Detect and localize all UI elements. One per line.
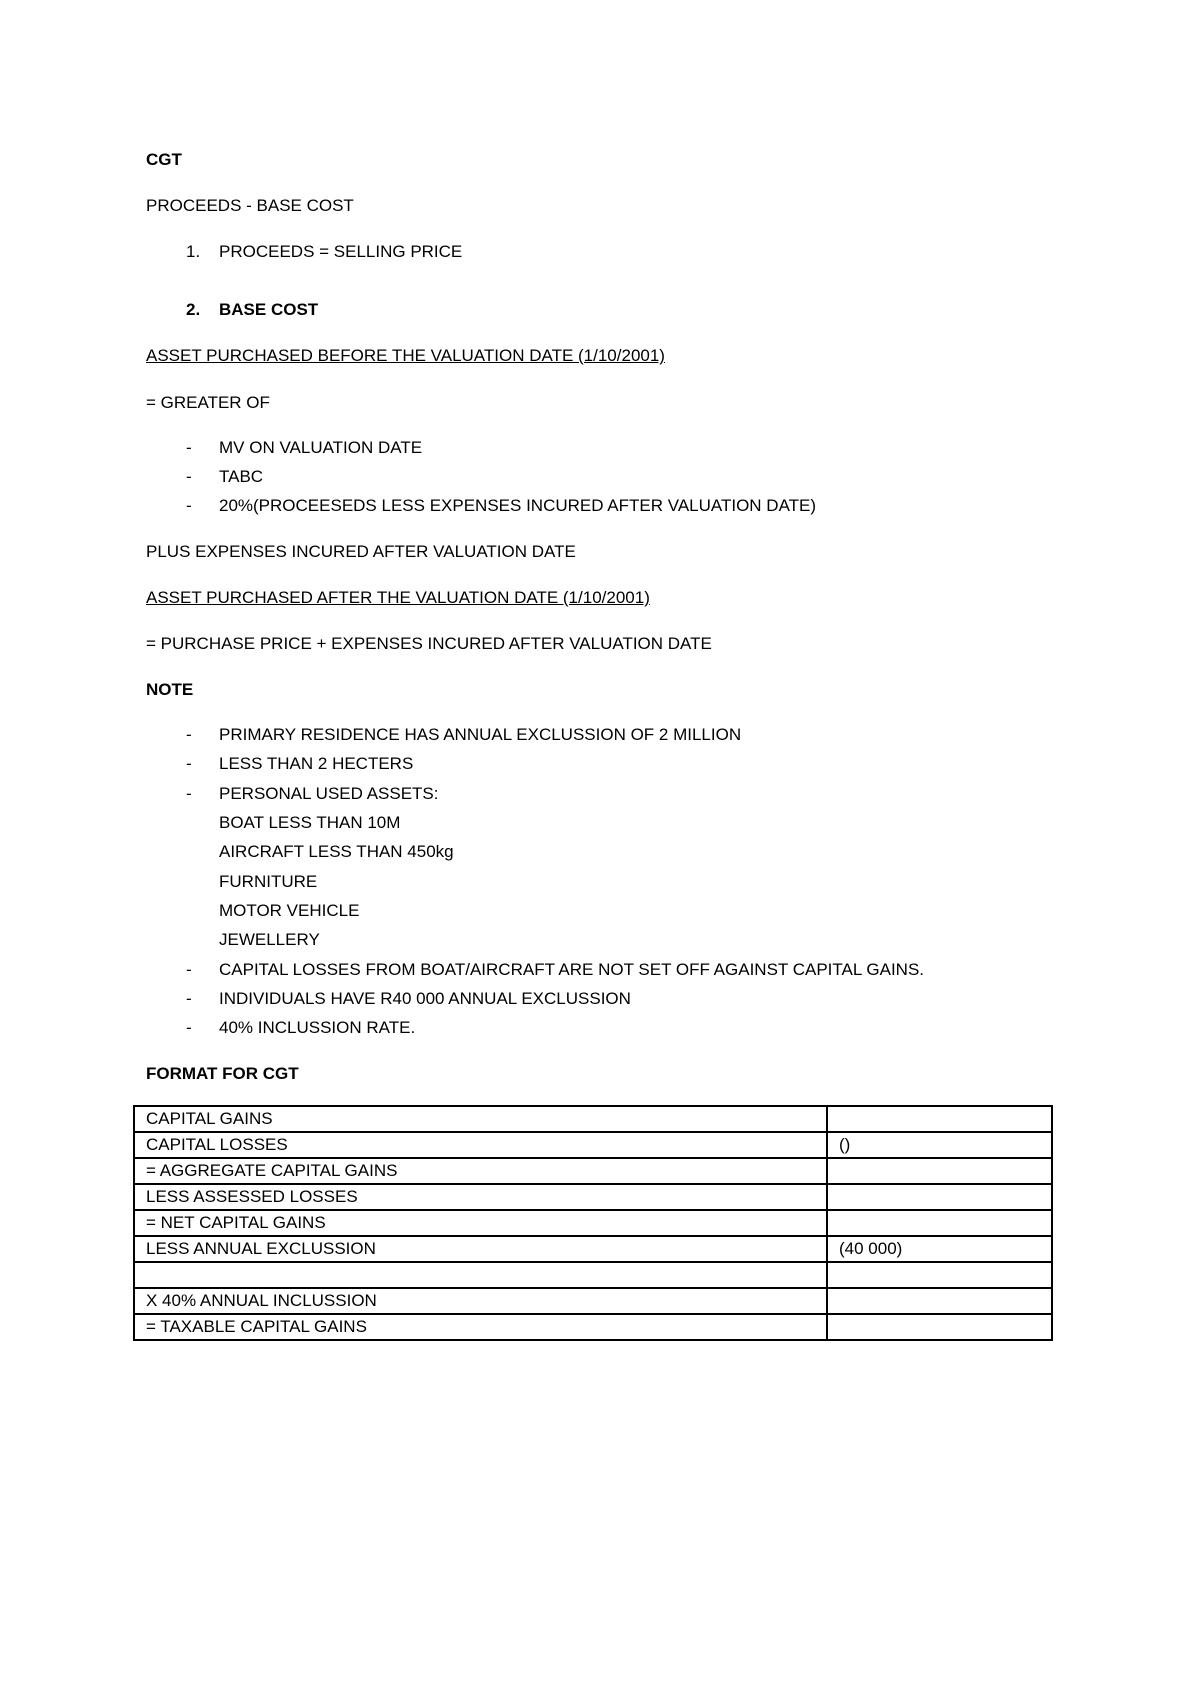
note-subitem: JEWELLERY bbox=[219, 930, 320, 949]
note-subitem: MOTOR VEHICLE bbox=[219, 901, 360, 920]
bullet-dash: - bbox=[186, 496, 192, 515]
table-row bbox=[134, 1236, 1052, 1262]
bullet-dash: - bbox=[186, 725, 192, 744]
doc-title: CGT bbox=[146, 150, 182, 169]
bullet-dash: - bbox=[186, 1018, 192, 1037]
note-subitem: FURNITURE bbox=[219, 872, 318, 891]
note-item: 40% INCLUSSION RATE. bbox=[219, 1018, 416, 1037]
row-label: = AGGREGATE CAPITAL GAINS bbox=[134, 1158, 827, 1184]
note-subitem: AIRCRAFT LESS THAN 450kg bbox=[219, 842, 454, 861]
after-valuation-heading: ASSET PURCHASED AFTER THE VALUATION DATE (1/10/2001) bbox=[146, 588, 650, 607]
greater-of-text: = GREATER OF bbox=[146, 393, 270, 412]
bullet-dash: - bbox=[186, 754, 192, 773]
table-row bbox=[134, 1314, 1052, 1340]
bullet-dash: - bbox=[186, 784, 192, 803]
row-label: X 40% ANNUAL INCLUSSION bbox=[134, 1288, 827, 1314]
row-value bbox=[827, 1288, 1052, 1314]
row-label: LESS ANNUAL EXCLUSSION bbox=[134, 1236, 827, 1262]
table-row bbox=[134, 1184, 1052, 1210]
cgt-format-table bbox=[133, 1105, 1053, 1341]
row-value bbox=[827, 1262, 1052, 1288]
row-label: = TAXABLE CAPITAL GAINS bbox=[134, 1314, 827, 1340]
greater-item: MV ON VALUATION DATE bbox=[219, 438, 423, 457]
list-item-base-cost: BASE COST bbox=[219, 300, 319, 319]
row-value bbox=[827, 1106, 1052, 1132]
after-valuation-formula: = PURCHASE PRICE + EXPENSES INCURED AFTER VALUATION DATE bbox=[146, 634, 712, 653]
row-label: CAPITAL GAINS bbox=[134, 1106, 827, 1132]
row-value: (40 000) bbox=[827, 1236, 1052, 1262]
cgt-formula: PROCEEDS - BASE COST bbox=[146, 196, 354, 215]
greater-item: 20%(PROCEESEDS LESS EXPENSES INCURED AFTER VALUATION DATE) bbox=[219, 496, 817, 515]
list-item-proceeds: PROCEEDS = SELLING PRICE bbox=[219, 242, 463, 261]
row-value bbox=[827, 1210, 1052, 1236]
note-heading: NOTE bbox=[146, 680, 194, 699]
note-item: CAPITAL LOSSES FROM BOAT/AIRCRAFT ARE NOT SET OFF AGAINST CAPITAL GAINS. bbox=[219, 960, 925, 979]
table-row bbox=[134, 1158, 1052, 1184]
row-label: CAPITAL LOSSES bbox=[134, 1132, 827, 1158]
table-row bbox=[134, 1288, 1052, 1314]
table-row bbox=[134, 1132, 1052, 1158]
row-value bbox=[827, 1184, 1052, 1210]
table-row bbox=[134, 1106, 1052, 1132]
row-value bbox=[827, 1158, 1052, 1184]
note-item: LESS THAN 2 HECTERS bbox=[219, 754, 414, 773]
note-subitem: BOAT LESS THAN 10M bbox=[219, 813, 401, 832]
row-label bbox=[134, 1262, 827, 1288]
note-item: PERSONAL USED ASSETS: bbox=[219, 784, 439, 803]
bullet-dash: - bbox=[186, 438, 192, 457]
bullet-dash: - bbox=[186, 960, 192, 979]
before-valuation-heading: ASSET PURCHASED BEFORE THE VALUATION DATE (1/10/2001) bbox=[146, 346, 665, 365]
plus-expenses-text: PLUS EXPENSES INCURED AFTER VALUATION DATE bbox=[146, 542, 576, 561]
row-label: = NET CAPITAL GAINS bbox=[134, 1210, 827, 1236]
list-number: 1. bbox=[186, 242, 201, 261]
format-heading: FORMAT FOR CGT bbox=[146, 1064, 299, 1083]
table-row bbox=[134, 1262, 1052, 1288]
row-label: LESS ASSESSED LOSSES bbox=[134, 1184, 827, 1210]
bullet-dash: - bbox=[186, 989, 192, 1008]
note-item: INDIVIDUALS HAVE R40 000 ANNUAL EXCLUSSION bbox=[219, 989, 631, 1008]
note-item: PRIMARY RESIDENCE HAS ANNUAL EXCLUSSION OF 2 MILLION bbox=[219, 725, 742, 744]
table-row bbox=[134, 1210, 1052, 1236]
bullet-dash: - bbox=[186, 467, 192, 486]
row-value bbox=[827, 1314, 1052, 1340]
greater-item: TABC bbox=[219, 467, 264, 486]
list-number: 2. bbox=[186, 300, 201, 319]
row-value: () bbox=[827, 1132, 1052, 1158]
